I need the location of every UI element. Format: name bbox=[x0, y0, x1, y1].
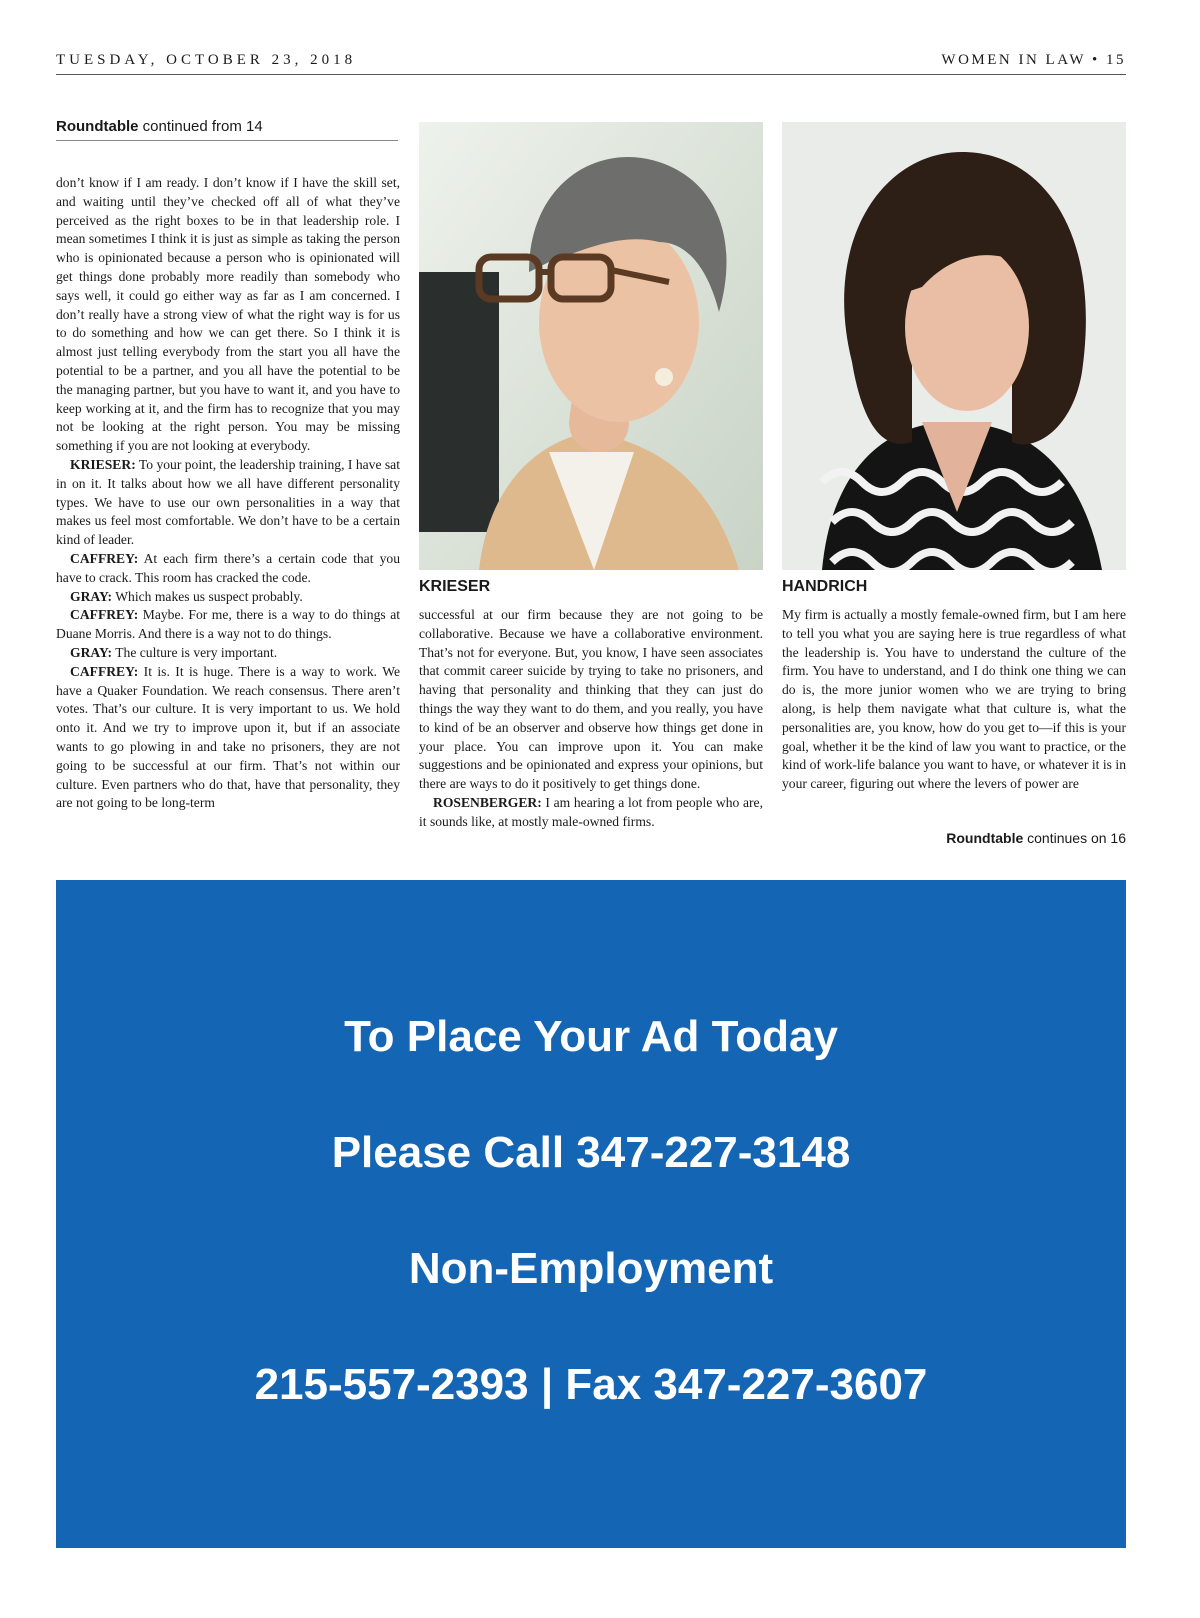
speaker-text: To your point, the leadership training, I have sat in on it. It talks about how we all have different personality types. We have to use our own personalities in a way that makes us feel most comfortable. We don’t have to be a certain kind of leader. bbox=[56, 456, 400, 548]
paragraph bbox=[56, 456, 400, 550]
speaker-name: GRAY: bbox=[70, 588, 113, 604]
handrich-photo bbox=[782, 122, 1126, 570]
speaker-name: GRAY: bbox=[70, 644, 113, 660]
paragraph: My firm is actually a mostly female-owned firm, but I am here to tell you what you are saying here is true regardless of what the leadership is. You have to understand the culture of the firm. You have to understand, and I do think one thing we can do is, the more junior women who we are trying to bring along, is help them navigate what that culture is, what the personalities are, you know, how do you get to—if this is your goal, whether it be the kind of law you want to practice, or the kind of work-life balance you want to have, or whatever it is in your career, figuring out where the levers of power are bbox=[782, 607, 1126, 792]
ad-phone-line: Please Call 347-227-3148 bbox=[331, 1128, 851, 1177]
paragraph bbox=[56, 550, 400, 588]
section-and-page: WOMEN IN LAW • 15 bbox=[941, 52, 1126, 68]
speaker-name: KRIESER: bbox=[70, 456, 136, 472]
kicker-title: Roundtable bbox=[56, 118, 139, 135]
continues-note bbox=[946, 830, 1126, 846]
continues-suffix: continues on 16 bbox=[1027, 830, 1126, 846]
speaker-text: At each firm there’s a certain code that you have to crack. This room has cracked the code. bbox=[56, 550, 400, 585]
continues-title: Roundtable bbox=[946, 830, 1024, 846]
article-column-3 bbox=[782, 606, 1126, 794]
paragraph: successful at our firm because they are not going to be collaborative. Because we have a collaborative environment. That’s not for everyone. But, you know, I have seen associates that commit career suicide by trying to take no prisoners, and having that personality and thinking that they can just do things the way they want to do them, and you really, you have to kind of be an observer and observe how things get done in your place. You can improve upon it. You can make suggestions and be opinionated and express your opinions, but there are ways to do it positively to get things done. bbox=[419, 607, 763, 792]
kicker-suffix: continued from 14 bbox=[142, 118, 263, 135]
advertisement-box bbox=[56, 880, 1126, 1548]
page-header bbox=[56, 50, 1126, 75]
speaker-text: It is. It is huge. There is a way to work. We have a Quaker Foundation. We reach consensus. There aren’t votes. That’s our culture. It is very important to us. We hold onto it. And we try to improve upon it, but if an associate wants to go plowing in and take no prisoners, they are not going to be successful at our firm. That’s not within our culture. Even partners who do that, have that personality, they are not going to be long-term bbox=[56, 663, 400, 811]
speaker-name: ROSENBERGER: bbox=[433, 794, 542, 810]
speaker-text: Maybe. For me, there is a way to do things at Duane Morris. And there is a way not to do things. bbox=[56, 607, 400, 642]
paragraph bbox=[56, 606, 400, 644]
speaker-name: CAFFREY: bbox=[70, 663, 139, 679]
ad-category: Non-Employment bbox=[408, 1244, 774, 1293]
photo-caption-krieser: KRIESER bbox=[419, 578, 491, 595]
speaker-name: CAFFREY: bbox=[70, 607, 139, 623]
paragraph bbox=[56, 644, 400, 663]
photo-caption-handrich: HANDRICH bbox=[782, 578, 868, 595]
speaker-name: CAFFREY: bbox=[70, 550, 139, 566]
paragraph bbox=[56, 663, 400, 813]
ad-headline: To Place Your Ad Today bbox=[344, 1012, 838, 1061]
paragraph bbox=[56, 588, 400, 607]
article-column-2 bbox=[419, 606, 763, 832]
paragraph bbox=[419, 794, 763, 832]
speaker-text: I am hearing a lot from people who are, it sounds like, at mostly male-owned firms. bbox=[419, 794, 763, 829]
continued-kicker bbox=[56, 118, 398, 141]
speaker-text: The culture is very important. bbox=[112, 644, 278, 660]
krieser-photo bbox=[419, 122, 763, 570]
ad-contact-numbers: 215-557-2393 | Fax 347-227-3607 bbox=[254, 1360, 928, 1409]
speaker-text: Which makes us suspect probably. bbox=[112, 588, 303, 604]
issue-date: TUESDAY, OCTOBER 23, 2018 bbox=[56, 52, 357, 68]
article-column-1 bbox=[56, 174, 400, 813]
paragraph: don’t know if I am ready. I don’t know if I have the skill set, and waiting until they’ve checked off all of what they’ve perceived as the right boxes to be in that leadership role. I mean sometimes I think it is just as simple as taking the person who is opinionated because a person who is opinionated will get things done probably more readily than somebody who says well, it could go either way as far as I am concerned. I don’t really have a strong view of what the right way is for us to do something and how we can get there. So I think it is almost just telling everybody from the start you all have the potential to be a partner, and you all have the potential to be the managing partner, but you have to want it, and you have to keep working at it, and the firm has to recognize that you may not be looking at the right person. You may be missing something if you are not looking at everybody. bbox=[56, 175, 400, 454]
